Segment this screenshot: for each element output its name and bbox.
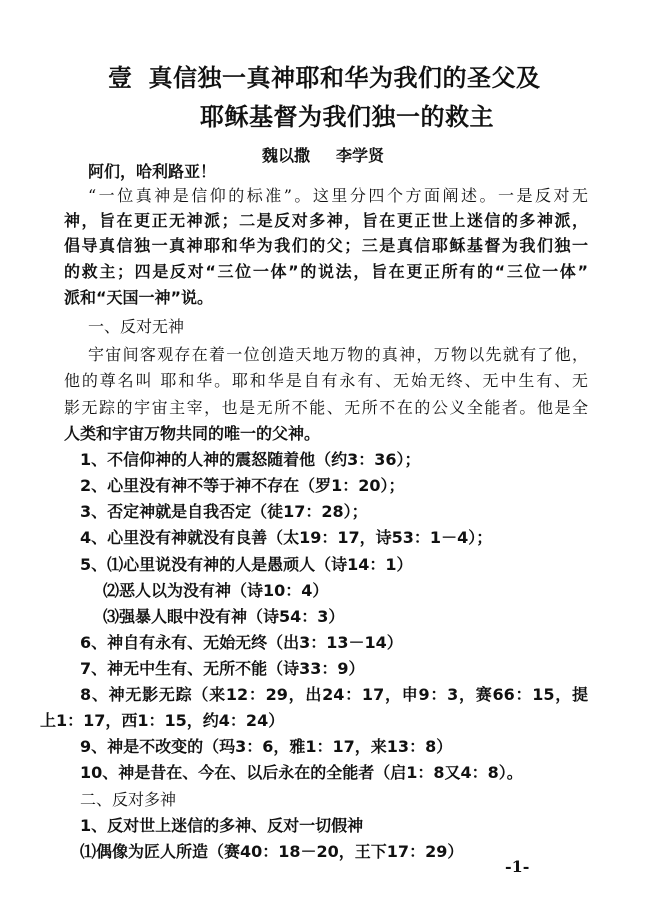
list-item: 7、神无中生有、无所不能（诗33：9） [80,659,365,678]
intro-line-4: 的救主；四是反对“三位一体”的说法，旨在更正所有的“三位一体” [64,262,588,281]
page-number: -1- [505,857,530,876]
list-item: 3、否定神就是自我否定（徒17：28）； [80,502,368,521]
document-title-line-2: 耶稣基督为我们独一的救主 [200,103,494,131]
section-1-paragraph-line-1: 宇宙间客观存在着一位创造天地万物的真神，万物以先就有了他， [88,345,588,364]
list-item: ⑴偶像为匠人所造（赛40：18－20，王下17：29） [80,842,464,861]
section-2-heading: 二、反对多神 [80,790,177,809]
chapter-mark: 壹 [108,64,133,92]
section-1-paragraph-line-2: 他的尊名叫 耶和华。耶和华是自有永有、无始无终、无中生有、无 [64,371,588,390]
list-item: 8、神无影无踪（来12：29，出24：17，申9：3，赛66：15，提 [80,685,588,704]
list-item: ⑶强暴人眼中没有神（诗54：3） [103,607,345,626]
section-1-paragraph-line-4: 人类和宇宙万物共同的唯一的父神。 [64,424,321,443]
author-2: 李学贤 [336,146,385,165]
intro-line-2: 神，旨在更正无神派；二是反对多神，旨在更正世上迷信的多神派， [64,211,588,230]
author-line [262,143,384,166]
list-item: 10、神是昔在、今在、以后永在的全能者（启1：8又4：8）。 [80,763,523,782]
intro-line-1: “一位真神是信仰的标准”。这里分四个方面阐述。一是反对无 [88,186,588,205]
list-item: 5、⑴心里说没有神的人是愚顽人（诗14：1） [80,555,413,574]
list-item: 1、不信仰神的人神的震怒随着他（约3：36）； [80,450,421,469]
list-item-continuation: 上1：17，西1：15，约4：24） [40,711,285,730]
section-1-heading: 一、反对无神 [88,317,185,336]
list-item: 1、反对世上迷信的多神、反对一切假神 [80,816,364,835]
author-1: 魏以撒 [262,146,311,165]
list-item: 4、心里没有神就没有良善（太19：17，诗53：1－4）； [80,528,493,547]
list-item: ⑵恶人以为没有神（诗10：4） [103,581,329,600]
list-item: 6、神自有永有、无始无终（出3：13－14） [80,633,403,652]
intro-line-5: 派和“天国一神”说。 [64,288,214,307]
section-1-paragraph-line-3: 影无踪的宇宙主宰，也是无所不能、无所不在的公义全能者。他是全 [64,398,588,417]
title-text-1: 真信独一真神耶和华为我们的圣父及 [148,64,541,92]
document-title-line-1 [108,58,541,93]
intro-line-3: 倡导真信独一真神耶和华为我们的父；三是真信耶稣基督为我们独一 [64,236,588,255]
list-item: 9、神是不改变的（玛3：6，雅1：17，来13：8） [80,737,453,756]
greeting: 阿们，哈利路亚！ [88,162,217,181]
list-item: 2、心里没有神不等于神不存在（罗1：20）； [80,476,405,495]
